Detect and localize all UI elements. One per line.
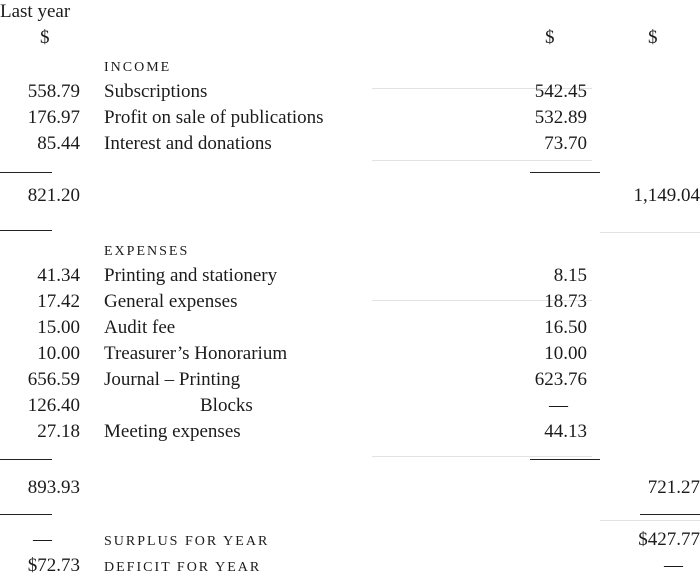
expense-label: Journal – Printing [104,368,240,392]
deficit-last-year: $72.73 [28,554,80,578]
income-heading: INCOME [104,56,171,80]
currency-symbol-total: $ [648,26,658,50]
expense-label: Meeting expenses [104,420,241,444]
surplus-last-year: — [33,528,52,552]
income-total-rule-top [0,172,52,173]
expense-label: Treasurer’s Honorarium [104,342,287,366]
income-label: Profit on sale of publications [104,106,324,130]
currency-symbol-amount: $ [545,26,555,50]
expense-amount: 44.13 [544,420,587,444]
expenses-total-rule-bottom [0,514,52,515]
deficit-amount: — [664,554,683,578]
income-total: 1,149.04 [634,184,700,208]
income-last-year-value: 176.97 [28,106,80,130]
expense-last-year-value: 17.42 [37,290,80,314]
expenses-amount-rule [530,459,600,460]
expense-last-year-value: 126.40 [28,394,80,418]
expenses-heading: EXPENSES [104,240,189,264]
income-last-year-value: 558.79 [28,80,80,104]
expenses-total: 721.27 [648,476,700,500]
income-amount: 73.70 [544,132,587,156]
expense-last-year-value: 27.18 [37,420,80,444]
expense-label: General expenses [104,290,237,314]
surplus-label: SURPLUS FOR YEAR [104,530,269,554]
income-label: Interest and donations [104,132,272,156]
expense-amount: 10.00 [544,342,587,366]
income-amount: 532.89 [535,106,587,130]
expense-last-year-value: 656.59 [28,368,80,392]
income-amount-rule [530,172,600,173]
total-column-rule [640,514,700,515]
income-last-year-value: 85.44 [37,132,80,156]
expense-last-year-value: 41.34 [37,264,80,288]
expense-amount: 8.15 [554,264,587,288]
expense-amount: — [549,394,568,418]
income-total-last-year: 821.20 [28,184,80,208]
expense-label: Blocks [200,394,253,418]
expense-amount: 16.50 [544,316,587,340]
income-amount: 542.45 [535,80,587,104]
income-label: Subscriptions [104,80,207,104]
expenses-total-last-year: 893.93 [28,476,80,500]
last-year-label: Last year [0,0,70,24]
expense-last-year-value: 15.00 [37,316,80,340]
currency-symbol-last-year: $ [40,26,50,50]
surplus-amount: $427.77 [638,528,700,552]
deficit-label: DEFICIT FOR YEAR [104,556,261,580]
expense-amount: 18.73 [544,290,587,314]
expense-label: Printing and stationery [104,264,277,288]
income-total-rule-bottom [0,230,52,231]
expenses-total-rule-top [0,459,52,460]
expense-last-year-value: 10.00 [37,342,80,366]
expense-label: Audit fee [104,316,175,340]
expense-amount: 623.76 [535,368,587,392]
